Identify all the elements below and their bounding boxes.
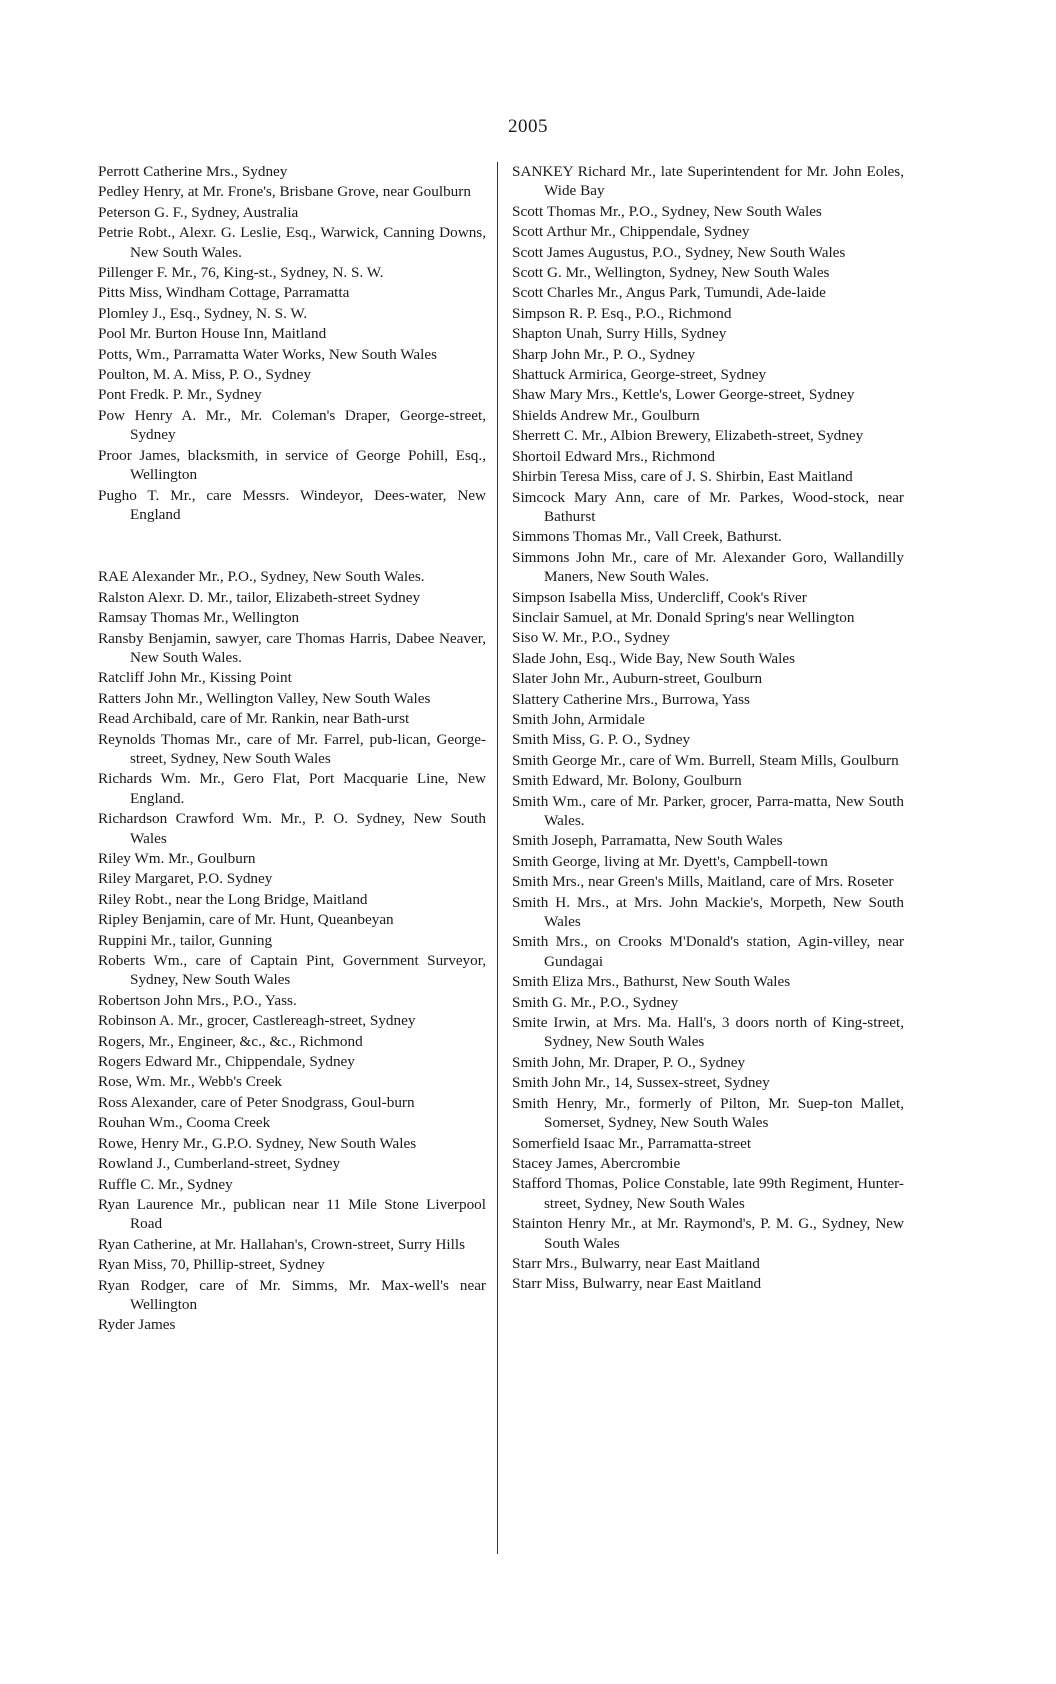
directory-entry: Peterson G. F., Sydney, Australia: [98, 203, 299, 221]
directory-entry: Ross Alexander, care of Peter Snodgrass, Goul-burn: [98, 1093, 415, 1111]
directory-entry: Ramsay Thomas Mr., Wellington: [98, 609, 300, 627]
directory-entry: Scott Charles Mr., Angus Park, Tumundi, Ade-laide: [512, 284, 826, 302]
directory-entry: Scott James Augustus, P.O., Sydney, New South Wales: [512, 243, 846, 261]
directory-entry: Perrott Catherine Mrs., Sydney: [98, 163, 288, 180]
directory-entry: Ransby Benjamin, sawyer, care Thomas Harris, Dabee Neaver, New South Wales.: [98, 629, 486, 666]
directory-entry: Slade John, Esq., Wide Bay, New South Wales: [512, 649, 796, 667]
directory-entry: Shattuck Armirica, George-street, Sydney: [512, 366, 767, 384]
directory-entry: Rowland J., Cumberland-street, Sydney: [98, 1155, 341, 1173]
directory-entry: Smith George Mr., care of Wm. Burrell, Steam Mills, Goulburn: [512, 751, 899, 769]
directory-entry: Pool Mr. Burton House Inn, Maitland: [98, 325, 327, 343]
directory-entry: Pedley Henry, at Mr. Frone's, Brisbane Grove, near Goulburn: [98, 183, 471, 201]
directory-entry: Roberts Wm., care of Captain Pint, Government Surveyor, Sydney, New South Wales: [98, 952, 486, 989]
entries-s: [512, 162, 904, 1294]
directory-entry: Smith George, living at Mr. Dyett's, Campbell-town: [512, 852, 828, 870]
directory-entry: Stainton Henry Mr., at Mr. Raymond's, P. M. G., Sydney, New South Wales: [512, 1215, 904, 1252]
directory-entry: Potts, Wm., Parramatta Water Works, New South Wales: [98, 345, 437, 363]
directory-entry: Somerfield Isaac Mr., Parramatta-street: [512, 1134, 752, 1152]
directory-entry: Rogers, Mr., Engineer, &c., &c., Richmond: [98, 1032, 363, 1050]
directory-entry: Smith John Mr., 14, Sussex-street, Sydney: [512, 1074, 770, 1092]
directory-entry: Richardson Crawford Wm. Mr., P. O. Sydney, New South Wales: [98, 810, 486, 847]
directory-entry: Ryan Rodger, care of Mr. Simms, Mr. Max-well's near Wellington: [98, 1276, 486, 1313]
directory-entry: Ryder James: [98, 1316, 176, 1334]
directory-entry: Ratcliff John Mr., Kissing Point: [98, 669, 292, 687]
directory-entry: Smith Mrs., on Crooks M'Donald's station, Agin-villey, near Gundagai: [512, 933, 904, 970]
directory-entry: Simpson Isabella Miss, Undercliff, Cook's River: [512, 588, 807, 606]
right-column: [512, 162, 904, 1295]
directory-entry: Smith Wm., care of Mr. Parker, grocer, Parra-matta, New South Wales.: [512, 792, 904, 829]
directory-entry: Simmons John Mr., care of Mr. Alexander Goro, Wallandilly Maners, New South Wales.: [512, 548, 904, 586]
directory-entry: Ralston Alexr. D. Mr., tailor, Elizabeth-street Sydney: [98, 588, 421, 606]
directory-entry: Poulton, M. A. Miss, P. O., Sydney: [98, 366, 312, 384]
directory-entry: Petrie Robt., Alexr. G. Leslie, Esq., Warwick, Canning Downs, New South Wales.: [98, 224, 486, 261]
directory-entry: Smith John, Armidale: [512, 710, 645, 728]
directory-entry: Shapton Unah, Surry Hills, Sydney: [512, 325, 727, 343]
directory-entry: Scott G. Mr., Wellington, Sydney, New South Wales: [512, 264, 830, 282]
directory-entry: Ruppini Mr., tailor, Gunning: [98, 931, 273, 949]
directory-entry: Smith Henry, Mr., formerly of Pilton, Mr. Suep-ton Mallet, Somerset, Sydney, New South Wales: [512, 1094, 904, 1132]
directory-entry: Starr Miss, Bulwarry, near East Maitland: [512, 1275, 762, 1293]
directory-entry: Smith Mrs., near Green's Mills, Maitland, care of Mrs. Roseter: [512, 873, 894, 891]
directory-entry: Robinson A. Mr., grocer, Castlereagh-street, Sydney: [98, 1012, 416, 1030]
directory-entry: Simpson R. P. Esq., P.O., Richmond: [512, 304, 732, 322]
directory-entry: Riley Margaret, P.O. Sydney: [98, 870, 273, 888]
directory-entry: Pont Fredk. P. Mr., Sydney: [98, 386, 262, 404]
directory-entry: Simmons Thomas Mr., Vall Creek, Bathurst.: [512, 528, 782, 546]
directory-entry: Rose, Wm. Mr., Webb's Creek: [98, 1073, 283, 1091]
directory-entry: Smith John, Mr. Draper, P. O., Sydney: [512, 1053, 746, 1071]
directory-entry: RAE Alexander Mr., P.O., Sydney, New South Wales.: [98, 568, 425, 586]
directory-entry: Stafford Thomas, Police Constable, late 99th Regiment, Hunter-street, Sydney, New South Wales: [512, 1175, 904, 1212]
directory-entry: Smite Irwin, at Mrs. Ma. Hall's, 3 doors north of King-street, Sydney, New South Wales: [512, 1014, 904, 1051]
directory-entry: Slattery Catherine Mrs., Burrowa, Yass: [512, 690, 750, 708]
directory-entry: Ryan Laurence Mr., publican near 11 Mile Stone Liverpool Road: [98, 1195, 486, 1233]
directory-entry: Shields Andrew Mr., Goulburn: [512, 406, 700, 424]
directory-entry: Richards Wm. Mr., Gero Flat, Port Macquarie Line, New England.: [98, 770, 486, 807]
directory-entry: Ruffle C. Mr., Sydney: [98, 1175, 233, 1193]
entries-r: [98, 567, 486, 1334]
directory-entry: Siso W. Mr., P.O., Sydney: [512, 629, 670, 647]
directory-entry: Smith Miss, G. P. O., Sydney: [512, 731, 691, 749]
directory-entry: Riley Wm. Mr., Goulburn: [98, 850, 256, 867]
directory-entry: Sinclair Samuel, at Mr. Donald Spring's near Wellington: [512, 608, 855, 626]
directory-entry: Smith Edward, Mr. Bolony, Goulburn: [512, 772, 742, 790]
directory-entry: Stacey James, Abercrombie: [512, 1154, 681, 1172]
directory-entry: Robertson John Mrs., P.O., Yass.: [98, 991, 297, 1009]
directory-entry: Smith Eliza Mrs., Bathurst, New South Wales: [512, 973, 791, 991]
section-gap: [98, 525, 486, 567]
directory-entry: Rogers Edward Mr., Chippendale, Sydney: [98, 1053, 355, 1071]
directory-entry: Pitts Miss, Windham Cottage, Parramatta: [98, 284, 350, 302]
column-divider: [497, 162, 498, 1554]
directory-entry: Starr Mrs., Bulwarry, near East Maitland: [512, 1254, 760, 1272]
directory-entry: Shaw Mary Mrs., Kettle's, Lower George-street, Sydney: [512, 386, 855, 404]
directory-entry: Pow Henry A. Mr., Mr. Coleman's Draper, George-street, Sydney: [98, 406, 486, 444]
directory-entry: Shortoil Edward Mrs., Richmond: [512, 447, 715, 465]
directory-entry: Smith Joseph, Parramatta, New South Wales: [512, 832, 783, 850]
directory-entry: Ripley Benjamin, care of Mr. Hunt, Queanbeyan: [98, 911, 394, 929]
directory-entry: Simcock Mary Ann, care of Mr. Parkes, Wood-stock, near Bathurst: [512, 488, 904, 525]
entries-p: [98, 162, 486, 524]
directory-entry: Scott Thomas Mr., P.O., Sydney, New South Wales: [512, 202, 822, 220]
directory-entry: SANKEY Richard Mr., late Superintendent for Mr. John Eoles, Wide Bay: [512, 163, 904, 200]
left-column: [98, 162, 486, 1336]
directory-entry: Read Archibald, care of Mr. Rankin, near Bath-urst: [98, 710, 410, 728]
directory-entry: Reynolds Thomas Mr., care of Mr. Farrel, pub-lican, George-street, Sydney, New South Wales: [98, 730, 486, 767]
directory-entry: Rowe, Henry Mr., G.P.O. Sydney, New South Wales: [98, 1134, 417, 1152]
directory-entry: Ryan Miss, 70, Phillip-street, Sydney: [98, 1256, 325, 1274]
directory-entry: Ratters John Mr., Wellington Valley, New South Wales: [98, 689, 431, 707]
directory-entry: Rouhan Wm., Cooma Creek: [98, 1114, 271, 1132]
directory-entry: Smith G. Mr., P.O., Sydney: [512, 993, 679, 1011]
directory-entry: Ryan Catherine, at Mr. Hallahan's, Crown-street, Surry Hills: [98, 1235, 465, 1253]
directory-entry: Pugho T. Mr., care Messrs. Windeyor, Dees-water, New England: [98, 486, 486, 523]
directory-entry: Smith H. Mrs., at Mrs. John Mackie's, Morpeth, New South Wales: [512, 893, 904, 931]
directory-entry: Shirbin Teresa Miss, care of J. S. Shirbin, East Maitland: [512, 468, 853, 486]
directory-entry: Sherrett C. Mr., Albion Brewery, Elizabeth-street, Sydney: [512, 427, 864, 445]
directory-entry: Plomley J., Esq., Sydney, N. S. W.: [98, 304, 308, 322]
directory-entry: Sharp John Mr., P. O., Sydney: [512, 345, 696, 363]
directory-entry: Scott Arthur Mr., Chippendale, Sydney: [512, 223, 750, 241]
directory-entry: Slater John Mr., Auburn-street, Goulburn: [512, 670, 763, 688]
directory-entry: Pillenger F. Mr., 76, King-st., Sydney, N. S. W.: [98, 264, 384, 282]
directory-entry: Proor James, blacksmith, in service of George Pohill, Esq., Wellington: [98, 446, 486, 484]
page-number: 2005: [508, 116, 548, 137]
directory-entry: Riley Robt., near the Long Bridge, Maitland: [98, 890, 368, 908]
